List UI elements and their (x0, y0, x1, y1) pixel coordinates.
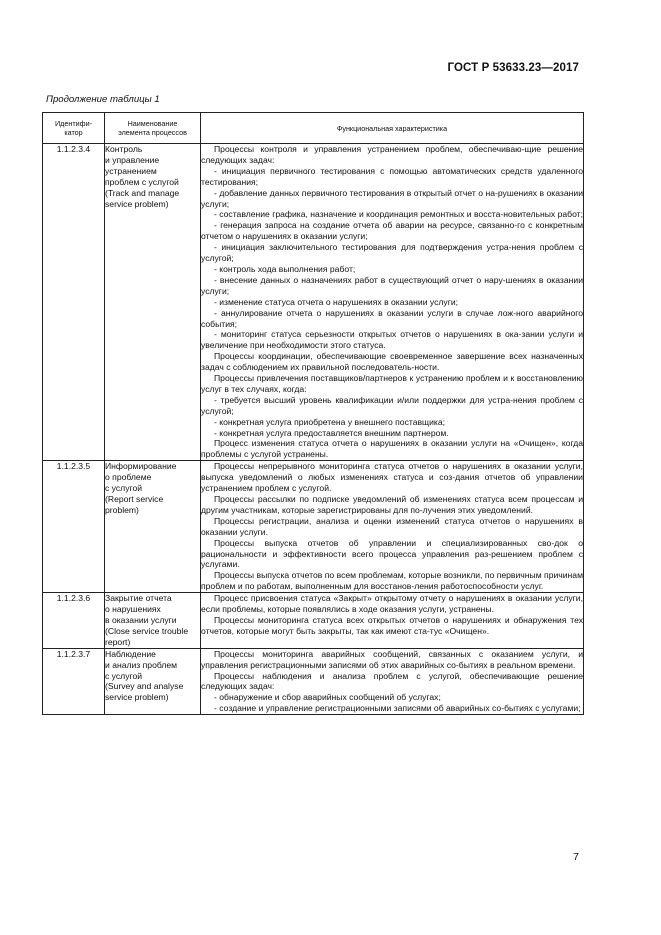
description-paragraph: - генерация запроса на создание отчета об аварии на ресурсе, связанно-го с конкретным отчетом о нарушениях в оказании услуги; (201, 220, 583, 242)
description-paragraph: Процессы выпуска отчетов по всем проблемам, которые возникли, по первичным причинам проблем и по работам, выполненным для восстанов-ления работоспособности услуг. (201, 570, 583, 592)
description-paragraph: - составление графика, назначение и координация ремонтных и восста-новительных работ; (214, 209, 584, 220)
row-identifier: 1.1.2.3.6 (43, 593, 105, 649)
description-paragraph: Процессы мониторинга аварийных сообщений, связанных с оказанием услуги, и управления регистрационными записями об этих аварийных со-бытиях в реальном времени. (201, 648, 583, 670)
description-paragraph: Процессы координации, обеспечивающие своевременное завершение всех назначенных задач с соблюдением их правильной последователь-ности. (201, 351, 583, 373)
table-row (43, 593, 584, 649)
row-description (201, 461, 584, 593)
header-identifier: Идентифи- катор (43, 113, 105, 144)
description-paragraph: - внесение данных о назначениях работ в существующий отчет о нару-шениях в оказании услуги; (201, 274, 583, 296)
description-paragraph: Процессы мониторинга статуса всех открытых отчетов о нарушениях и обнаружения тех отчетов, которые могут быть закрыты, так как имеют ста-тус «Очищен». (201, 614, 583, 636)
row-description (201, 648, 584, 714)
description-paragraph: Процессы выпуска отчетов об управлении и специализированных сво-док о рациональности и эффективности всего процесса управления раз-решением проблем с услугами. (201, 537, 583, 570)
description-paragraph: - обнаружение и сбор аварийных сообщений об услугах; (214, 692, 441, 703)
description-paragraph: - добавление данных первичного тестирования в открытый отчет о на-рушениях в оказании услуги; (201, 187, 583, 209)
process-table (42, 112, 584, 715)
row-identifier: 1.1.2.3.5 (43, 461, 105, 593)
description-paragraph: Процессы непрерывного мониторинга статуса отчетов о нарушениях в оказании услуги, выпуска уведомлений о любых изменениях статуса и соз-дания отчетов об управлении устранением проблем с услугой. (201, 461, 583, 494)
description-paragraph: - инициация первичного тестирования с помощью автоматических средств удаленного тестирования; (201, 165, 583, 187)
description-paragraph: Процесс присвоения статуса «Закрыт» открытому отчету о нарушениях в оказании услуги, если проблемы, которые появлялись в ходе оказания услуги, устранены. (201, 593, 583, 615)
table-row (43, 648, 584, 714)
description-paragraph: - аннулирование отчета о нарушениях в оказании услуги в случае лож-ного аварийного события; (201, 307, 583, 329)
header-functional-description: Функциональная характеристика (201, 113, 584, 144)
row-element-name: Закрытие отчета о нарушениях в оказании услуги (Close service trouble report) (105, 593, 201, 649)
row-description (201, 144, 584, 461)
table-header-row (43, 113, 584, 144)
description-paragraph: - требуется высший уровень квалификации и/или поддержки для устра-нения проблем с услугой; (201, 394, 583, 416)
row-element-name: Информирование о проблеме с услугой (Report service problem) (105, 461, 201, 593)
row-identifier: 1.1.2.3.4 (43, 144, 105, 461)
header-element-name: Наименование элемента процессов (105, 113, 201, 144)
description-paragraph: Процессы контроля и управления устранением проблем, обеспечиваю-щие решение следующих задач: (201, 144, 583, 165)
row-element-name: Наблюдение и анализ проблем с услугой (Survey and analyse service problem) (105, 648, 201, 714)
description-paragraph: Процесс изменения статуса отчета о нарушениях в оказании услуги на «Очищен», когда проблемы с услугой устранены. (201, 438, 583, 460)
description-paragraph: Процессы регистрации, анализа и оценки изменений статуса отчетов о нарушениях в оказании услуги. (201, 515, 583, 537)
description-paragraph: - создание и управление регистрационными записями об аварийных со-бытиях с услугами; (214, 703, 581, 714)
table-row (43, 461, 584, 593)
description-paragraph: - контроль хода выполнения работ; (214, 263, 356, 274)
description-paragraph: - конкретная услуга приобретена у внешнего поставщика; (214, 416, 446, 427)
description-paragraph: - конкретная услуга предоставляется внешним партнером. (214, 427, 449, 438)
standard-number: ГОСТ Р 53633.23—2017 (447, 62, 579, 74)
description-paragraph: Процессы рассылки по подписке уведомлений об изменениях статуса всем процессам и другим участникам, которые зарегистрированы для по-лучения этих уведомлений. (201, 494, 583, 515)
row-description (201, 593, 584, 649)
row-identifier: 1.1.2.3.7 (43, 648, 105, 714)
description-paragraph: Процессы привлечения поставщиков/партнеров к устранению проблем и к восстановлению услуг в тех случаях, когда: (201, 373, 583, 394)
description-paragraph: - инициация заключительного тестирования для подтверждения устра-нения проблем с услугой; (201, 242, 583, 264)
description-paragraph: - изменение статуса отчета о нарушениях в оказании услуги; (214, 296, 459, 307)
page-number: 7 (573, 851, 579, 863)
table-continuation-caption: Продолжение таблицы 1 (46, 94, 160, 105)
table-row (43, 144, 584, 461)
description-paragraph: - мониторинг статуса серьезности открытых отчетов о нарушениях в ока-зании услуги и увеличение при необходимости этого статуса. (201, 329, 583, 351)
row-element-name: Контроль и управление устранением проблем с услугой (Track and manage service problem) (105, 144, 201, 461)
description-paragraph: Процессы наблюдения и анализа проблем с услугой, обеспечивающие решение следующих задач: (201, 670, 583, 692)
